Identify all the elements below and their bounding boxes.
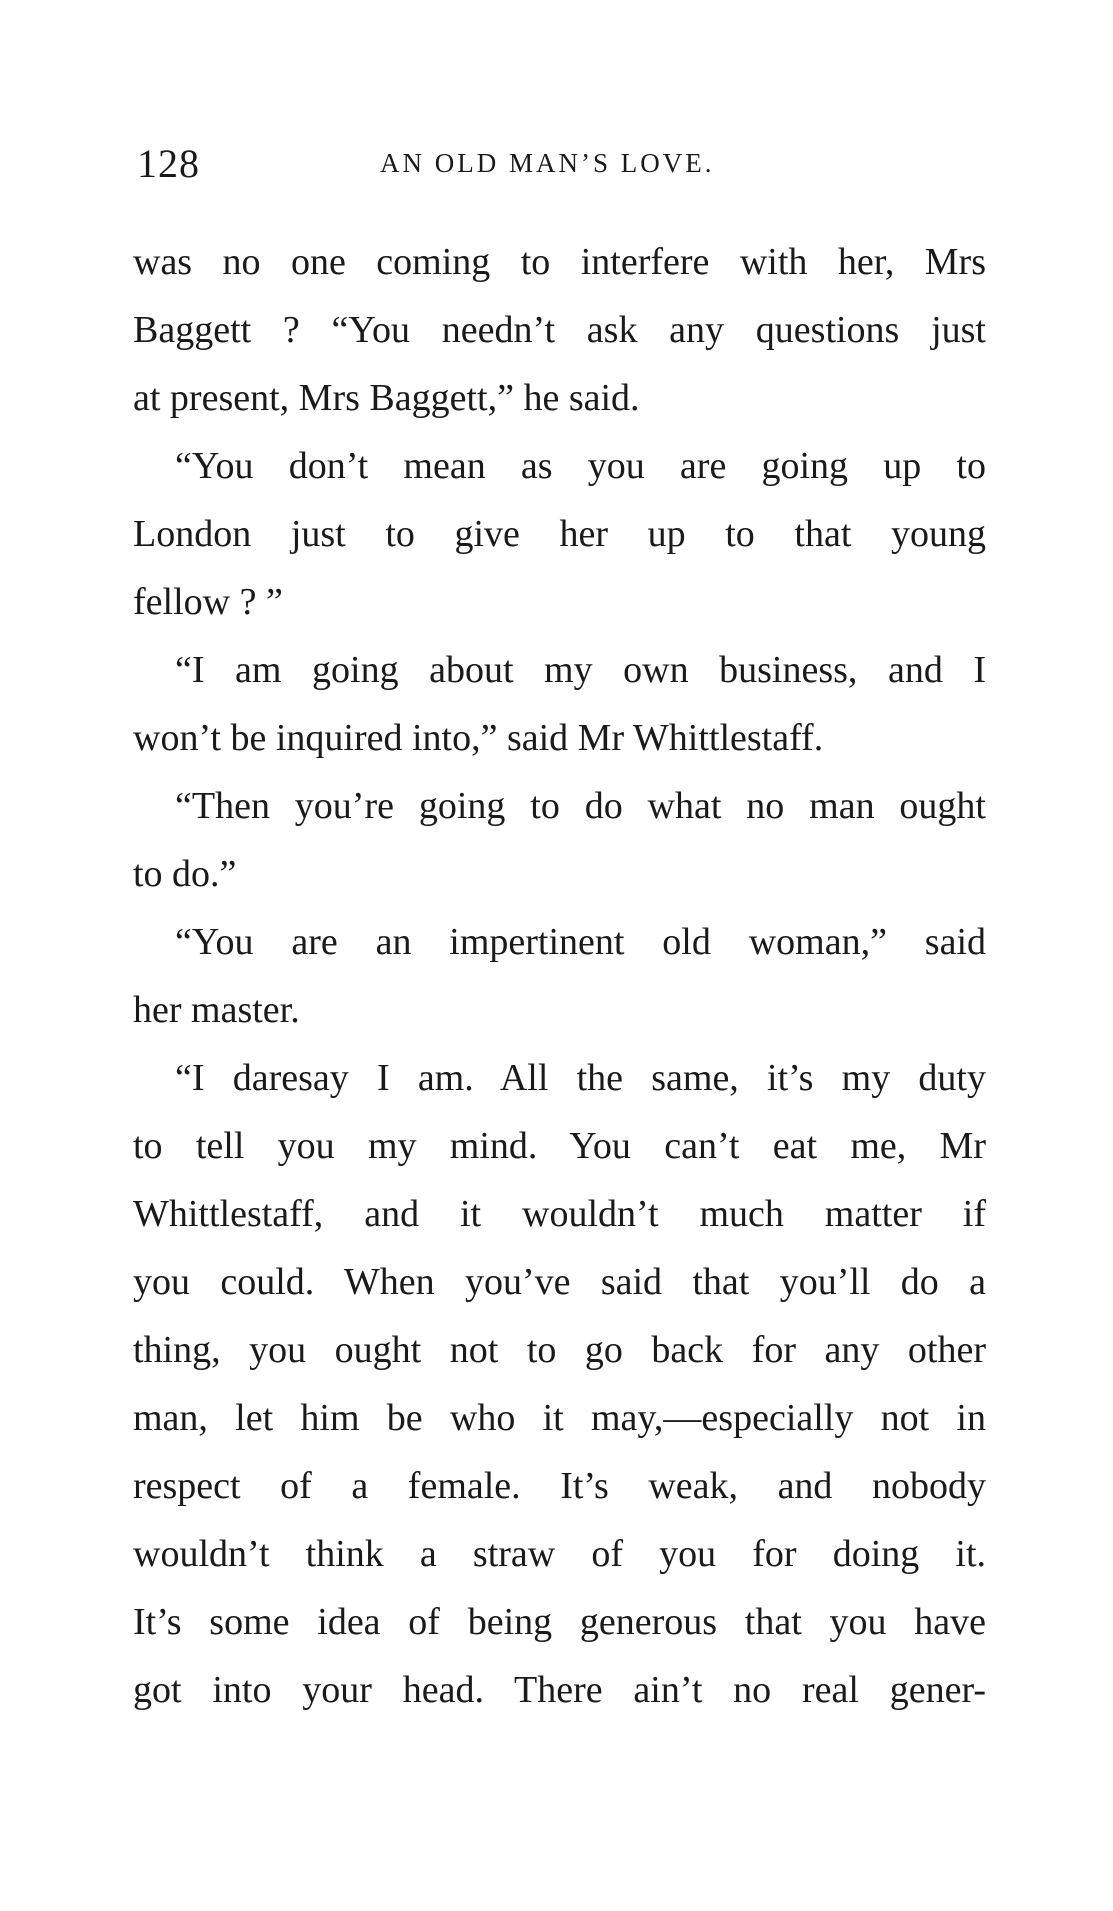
text-line: “You don’t mean as you are going up to	[175, 445, 986, 487]
text-line: “Then you’re going to do what no man ought	[175, 785, 986, 827]
text-line: man, let him be who it may,—especially not in	[133, 1397, 986, 1439]
body-text	[133, 228, 986, 1724]
text-line: London just to give her up to that young	[133, 513, 986, 555]
running-title: AN OLD MAN’S LOVE.	[380, 148, 715, 178]
text-line: wouldn’t think a straw of you for doing it.	[133, 1533, 986, 1575]
text-line: fellow ? ”	[133, 581, 283, 623]
text-line: to do.”	[133, 853, 237, 895]
text-line: “I am going about my own business, and I	[175, 649, 986, 691]
text-line: “You are an impertinent old woman,” said	[175, 921, 986, 963]
text-line: to tell you my mind. You can’t eat me, Mr	[133, 1125, 986, 1167]
text-line: her master.	[133, 989, 300, 1031]
text-line: It’s some idea of being generous that you have	[133, 1601, 986, 1643]
text-line: thing, you ought not to go back for any other	[133, 1329, 986, 1371]
text-line: Whittlestaff, and it wouldn’t much matter if	[133, 1193, 986, 1235]
text-line: was no one coming to interfere with her, Mrs	[133, 241, 986, 283]
text-line: “I daresay I am. All the same, it’s my duty	[175, 1057, 986, 1099]
page-number: 128	[137, 141, 200, 186]
text-line: won’t be inquired into,” said Mr Whittlestaff.	[133, 717, 824, 759]
text-line: got into your head. There ain’t no real gener-	[133, 1669, 986, 1711]
text-line: you could. When you’ve said that you’ll do a	[133, 1261, 986, 1303]
text-line: Baggett ? “You needn’t ask any questions just	[133, 309, 986, 351]
text-line: at present, Mrs Baggett,” he said.	[133, 377, 640, 419]
text-line: respect of a female. It’s weak, and nobody	[133, 1465, 986, 1507]
